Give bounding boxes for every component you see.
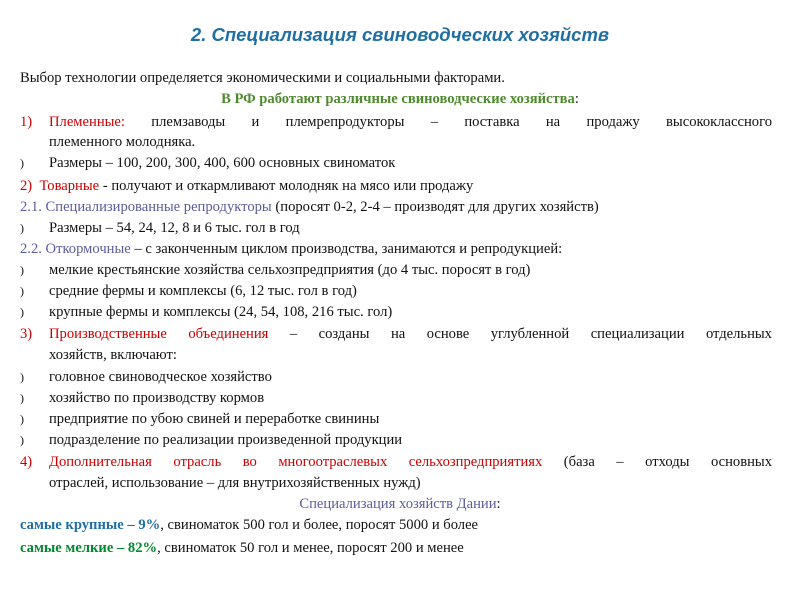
item4-text1: (база – отходы основных bbox=[563, 454, 772, 470]
largest-head: самые крупные – 9% bbox=[20, 517, 161, 533]
item1-head: Племенные: bbox=[49, 114, 125, 130]
item22-head: 2.2. Откормочные bbox=[20, 241, 131, 257]
item3-text1: – созданы на основе углубленной специализации отдельных bbox=[289, 326, 772, 342]
item22-line bbox=[20, 239, 772, 259]
sizes-breeding: Размеры – 100, 200, 300, 400, 600 основных свиноматок bbox=[49, 155, 396, 171]
smallest-line bbox=[20, 538, 772, 558]
item3-number: 3) bbox=[20, 326, 33, 342]
list-item: средние фермы и комплексы (6, 12 тыс. гол в год) bbox=[49, 283, 357, 299]
list-item: крупные фермы и комплексы (24, 54, 108, 216 тыс. гол) bbox=[49, 304, 393, 320]
item3-head: Производственные объединения bbox=[49, 326, 269, 342]
item2-text: - получают и откармливают молодняк на мясо или продажу bbox=[102, 178, 474, 194]
item4-number: 4) bbox=[20, 454, 33, 470]
item22-text: – с законченным циклом производства, занимаются и репродукцией: bbox=[134, 241, 563, 257]
item21-head: 2.1. Специализированные репродукторы bbox=[20, 199, 272, 215]
smallest-text: , свиноматок 50 гол и менее, поросят 200 и менее bbox=[157, 540, 464, 556]
sizes-reproducers: Размеры – 54, 24, 12, 8 и 6 тыс. гол в год bbox=[49, 220, 300, 236]
subhead-denmark bbox=[0, 494, 800, 514]
list-item: подразделение по реализации произведенной продукции bbox=[49, 432, 403, 448]
bullet-marker: ) bbox=[20, 284, 24, 298]
item4-line2: отраслей, использование – для внутрихозяйственных нужд) bbox=[49, 475, 421, 491]
item1-number: 1) bbox=[20, 114, 33, 130]
item2-line bbox=[20, 176, 772, 196]
bullet-marker: ) bbox=[20, 263, 24, 277]
largest-text: , свиноматок 500 гол и более, поросят 5000 и более bbox=[160, 517, 479, 533]
list-item: хозяйство по производству кормов bbox=[49, 390, 265, 406]
item3-line2: хозяйств, включают: bbox=[49, 347, 177, 363]
subhead-russia bbox=[0, 89, 800, 109]
bullet-marker: ) bbox=[20, 370, 24, 384]
item2-head: Товарные bbox=[39, 178, 100, 194]
item1-text1: племзаводы и племрепродукторы – поставка на продажу высококлассного bbox=[151, 114, 772, 130]
item4-line1 bbox=[49, 452, 772, 472]
list-item: головное свиноводческое хозяйство bbox=[49, 369, 272, 385]
bullet-marker: ) bbox=[20, 412, 24, 426]
item4-head: Дополнительная отрасль во многоотраслевых сельхозпредприятиях bbox=[49, 454, 543, 470]
bullet-marker: ) bbox=[20, 221, 24, 235]
colon: : bbox=[496, 496, 501, 512]
item21-line bbox=[20, 197, 772, 217]
item3-line1 bbox=[49, 324, 772, 344]
bullet-marker: ) bbox=[20, 305, 24, 319]
subhead-denmark-label: Специализация хозяйств Дании bbox=[299, 496, 497, 512]
item1-line1 bbox=[49, 112, 772, 132]
intro-text: Выбор технологии определяется экономическими и социальными факторами. bbox=[20, 70, 505, 86]
bullet-marker: ) bbox=[20, 433, 24, 447]
item2-number: 2) bbox=[20, 178, 33, 194]
smallest-head: самые мелкие – 82% bbox=[20, 540, 158, 556]
bullet-marker: ) bbox=[20, 156, 24, 170]
colon: : bbox=[574, 91, 579, 107]
item21-text: (поросят 0-2, 2-4 – производят для других хозяйств) bbox=[275, 199, 599, 215]
page-title: 2. Специализация свиноводческих хозяйств bbox=[190, 24, 610, 45]
list-item: мелкие крестьянские хозяйства сельхозпредприятия (до 4 тыс. поросят в год) bbox=[49, 262, 531, 278]
item1-line2: племенного молодняка. bbox=[49, 134, 196, 150]
list-item: предприятие по убою свиней и переработке свинины bbox=[49, 411, 380, 427]
largest-line bbox=[20, 515, 772, 535]
subhead-russia-label: В РФ работают различные свиноводческие хозяйства bbox=[221, 91, 575, 107]
bullet-marker: ) bbox=[20, 391, 24, 405]
